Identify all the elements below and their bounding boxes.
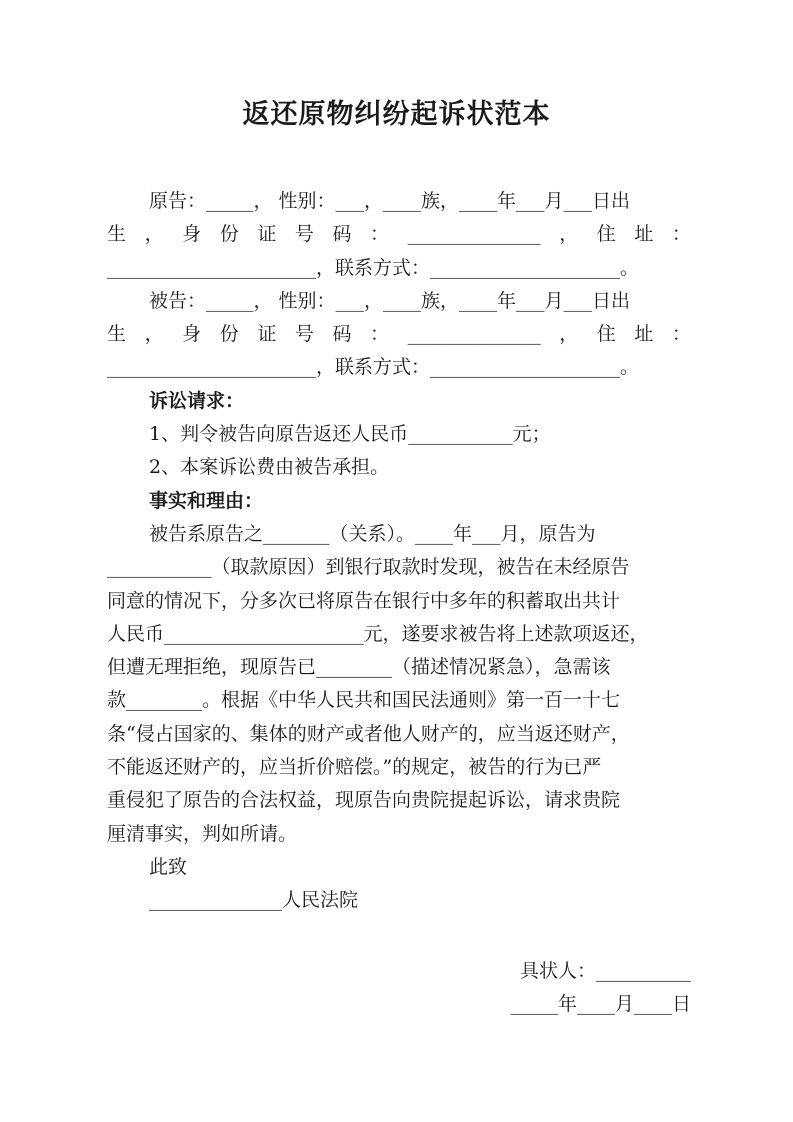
date-line: _____年____月____日 <box>510 993 691 1015</box>
plaintiff-line-2-part: 份 <box>219 223 239 246</box>
plaintiff-line-2-part: 身 <box>182 223 202 246</box>
plaintiff-line-2-part: ： <box>370 223 390 246</box>
document-title: 返还原物纠纷起诉状范本 <box>242 99 551 130</box>
plaintiff-line-2 <box>107 218 691 251</box>
facts-line: 条“侵占国家的、集体的财产或者他人财产的，应当返还财产， <box>107 722 630 745</box>
plaintiff-line-2-part: ： <box>671 223 691 246</box>
claim-item: 1、判令被告向原告返还人民币___________元； <box>149 423 551 446</box>
plaintiff-line-2-part: 码 <box>332 223 352 246</box>
defendant-line-2-part: ， <box>144 323 164 346</box>
facts-line: 同意的情况下，分多次已将原告在银行中多年的积蓄取出共计 <box>107 589 621 612</box>
defendant-line-2-part: ， <box>559 323 579 346</box>
defendant-line-2-part: 住 <box>596 323 616 346</box>
claims-heading: 诉讼请求： <box>149 389 245 412</box>
facts-heading: 事实和理由： <box>149 489 264 512</box>
plaintiff-line-3: ______________________，联系方式：____________________。 <box>107 256 640 279</box>
plaintiff-line-2-part: 住 <box>596 223 616 246</box>
document-body <box>107 185 691 918</box>
facts-line: 款________。根据《中华人民共和国民法通则》第一百一十七 <box>107 689 621 712</box>
defendant-line-1: 被告：_____， 性别：___，____族，____年___月___日出 <box>149 289 631 312</box>
defendant-line-2-part: 址 <box>634 323 654 346</box>
salutation: 此致 <box>149 855 188 878</box>
facts-line: 但遭无理拒绝，现原告已________（描述情况紧急），急需该 <box>107 656 611 679</box>
plaintiff-line-2-part: 址 <box>634 223 654 246</box>
signature-line: 具状人：__________ <box>519 960 691 982</box>
defendant-line-2-part: 证 <box>257 323 277 346</box>
defendant-line-2-part: 份 <box>219 323 239 346</box>
defendant-line-2 <box>107 318 691 351</box>
defendant-line-2-part: 号 <box>294 323 314 346</box>
defendant-line-2-part: ： <box>671 323 691 346</box>
defendant-id-blank: ______________ <box>407 323 541 346</box>
defendant-line-2-part: ： <box>370 323 390 346</box>
plaintiff-line-2-part: 生 <box>107 223 127 246</box>
defendant-line-2-part: 码 <box>332 323 352 346</box>
plaintiff-line-2-part: 号 <box>294 223 314 246</box>
facts-line: 重侵犯了原告的合法权益，现原告向贵院提起诉讼，请求贵院 <box>107 789 621 812</box>
plaintiff-line-2-part: ， <box>559 223 579 246</box>
defendant-line-3: ______________________，联系方式：____________________。 <box>107 356 640 379</box>
plaintiff-line-2-part: 证 <box>257 223 277 246</box>
plaintiff-id-blank: ______________ <box>407 223 541 246</box>
facts-line: 厘清事实，判如所请。 <box>107 822 298 845</box>
court-name: ______________人民法院 <box>149 889 359 912</box>
defendant-line-2-part: 生 <box>107 323 127 346</box>
plaintiff-line-1: 原告：_____， 性别：___，____族，____年___月___日出 <box>149 190 631 212</box>
facts-line: 不能返还财产的，应当折价赔偿。”的规定，被告的行为已严 <box>107 756 602 779</box>
defendant-line-2-part: 身 <box>182 323 202 346</box>
facts-line: ___________（取款原因）到银行取款时发现，被告在未经原告 <box>107 556 630 579</box>
claim-item: 2、本案诉讼费由被告承担。 <box>149 456 390 479</box>
facts-line: 人民币_____________________元，遂要求被告将上述款项返还， <box>107 622 649 645</box>
facts-line: 被告系原告之_______（关系）。____年___月，原告为 <box>149 522 596 545</box>
plaintiff-line-2-part: ， <box>144 223 164 246</box>
